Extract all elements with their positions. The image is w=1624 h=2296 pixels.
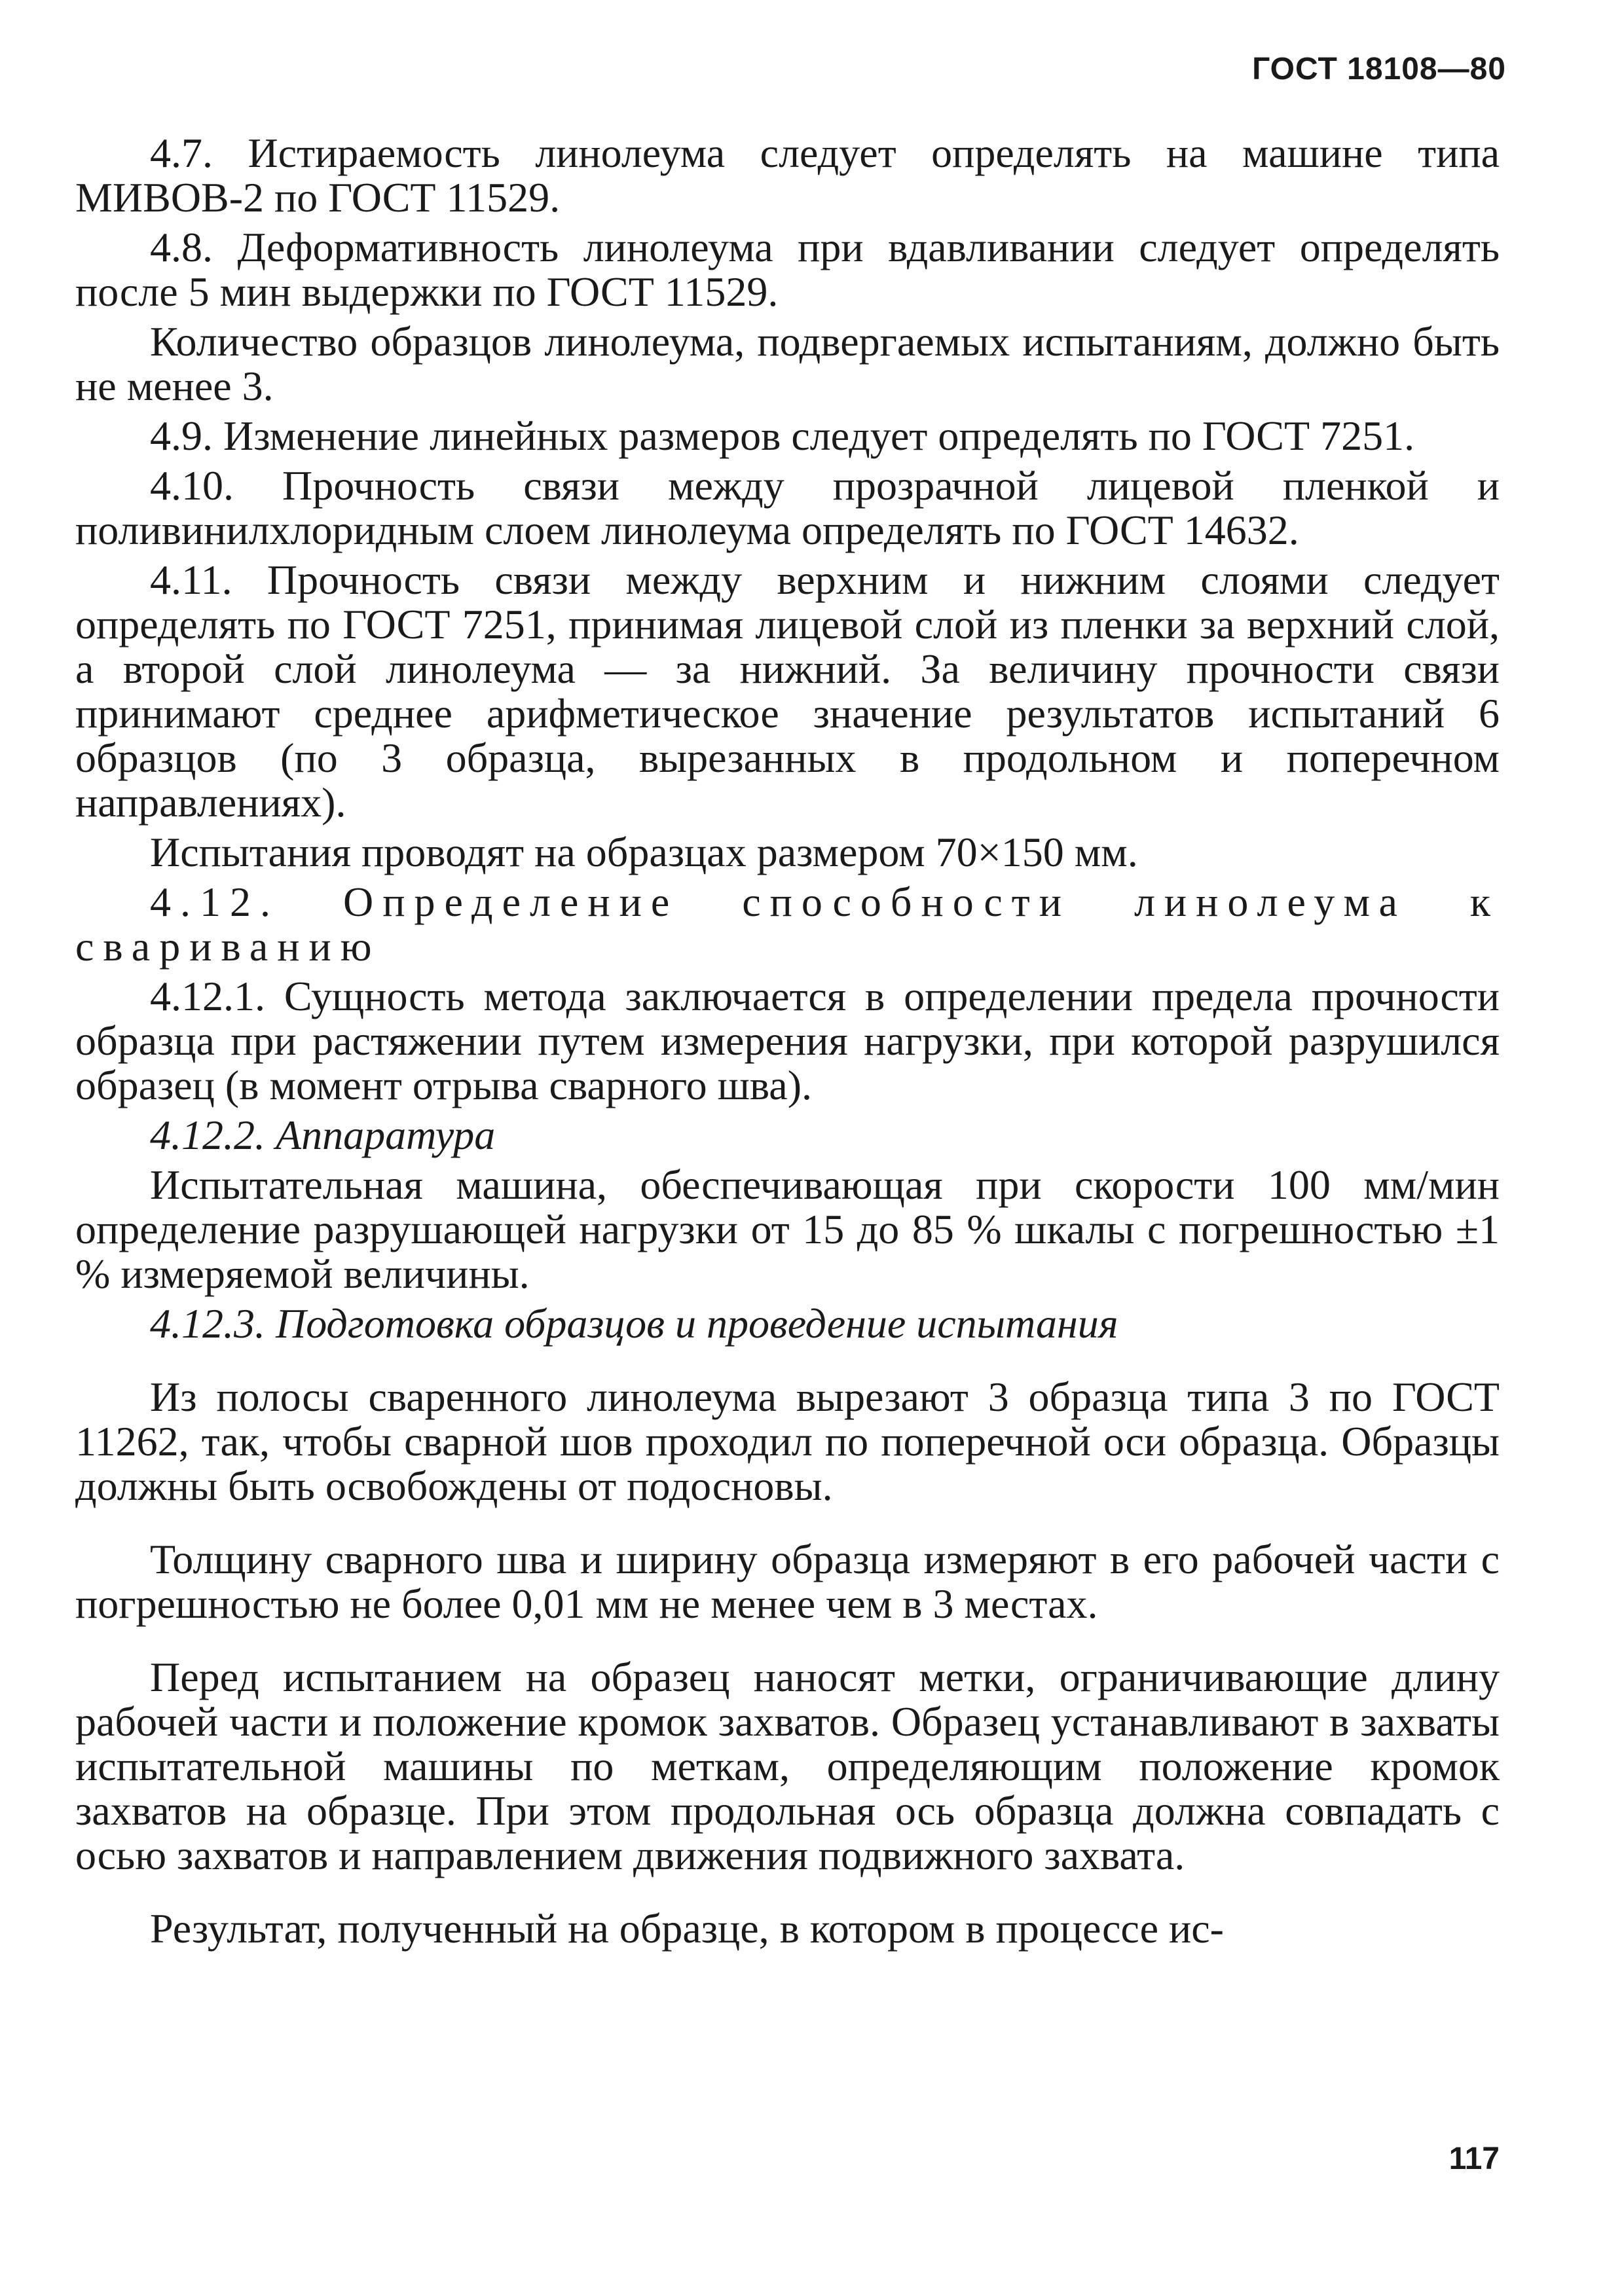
page-number: 117	[1449, 2141, 1500, 2176]
paragraph-result: Результат, полученный на образце, в котором в процессе ис-	[150, 1905, 1224, 1952]
paragraph-sample-count: Количество образцов линолеума, подвергаемых испытаниям, должно быть не менее 3.	[75, 318, 1500, 409]
paragraph-4-11: 4.11. Прочность связи между верхним и нижним слоями следует определять по ГОСТ 7251, принимая лицевой слой из пленки за верхний слой, а второй слой линолеума — за нижний. За величину прочности связи принимают среднее арифметическое значение результатов испытаний 6 образцов (по 3 образца, вырезанных в продольном и поперечном направлениях).	[75, 556, 1500, 826]
paragraph-4-7: 4.7. Истираемость линолеума следует определять на машине типа МИВОВ-2 по ГОСТ 11529.	[75, 130, 1500, 221]
paragraph-sample-cutting: Из полосы сваренного линолеума вырезают 3 образца типа 3 по ГОСТ 11262, так, чтобы сварной шов проходил по поперечной оси образца. Образцы должны быть освобождены от подосновы.	[75, 1374, 1500, 1509]
paragraph-thickness: Толщину сварного шва и ширину образца измеряют в его рабочей части с погрешностью не более 0,01 мм не менее чем в 3 местах.	[75, 1536, 1500, 1627]
paragraph-4-8: 4.8. Деформативность линолеума при вдавливании следует определять после 5 мин выдержки по ГОСТ 11529.	[75, 224, 1500, 315]
document-header: ГОСТ 18108—80	[1252, 52, 1506, 86]
paragraph-sample-size: Испытания проводят на образцах размером 70×150 мм.	[150, 829, 1138, 875]
subheading-4-12-3: 4.12.3. Подготовка образцов и проведение испытания	[150, 1300, 1118, 1347]
paragraph-4-10: 4.10. Прочность связи между прозрачной лицевой пленкой и поливинилхлоридным слоем линолеума определять по ГОСТ 14632.	[75, 462, 1500, 553]
subheading-4-12-2: 4.12.2. Аппаратура	[150, 1112, 496, 1158]
section-heading-4-12: 4.12. Определение способности линолеума к свариванию	[75, 879, 1500, 970]
paragraph-apparatus: Испытательная машина, обеспечивающая при скорости 100 мм/мин определение разрушающей нагрузки от 15 до 85 % шкалы с погрешностью ±1 % измеряемой величины.	[75, 1161, 1500, 1297]
paragraph-4-12-1: 4.12.1. Сущность метода заключается в определении предела прочности образца при растяжении путем измерения нагрузки, при которой разрушился образец (в момент отрыва сварного шва).	[75, 973, 1500, 1108]
paragraph-4-9: 4.9. Изменение линейных размеров следует определять по ГОСТ 7251.	[150, 412, 1415, 459]
paragraph-marking: Перед испытанием на образец наносят метки, ограничивающие длину рабочей части и положение кромок захватов. Образец устанавливают в захваты испытательной машины по меткам, определяющим положение кромок захватов на образце. При этом продольная ось образца должна совпадать с осью захватов и направлением движения подвижного захвата.	[75, 1654, 1500, 1878]
body-text	[75, 131, 1500, 1951]
